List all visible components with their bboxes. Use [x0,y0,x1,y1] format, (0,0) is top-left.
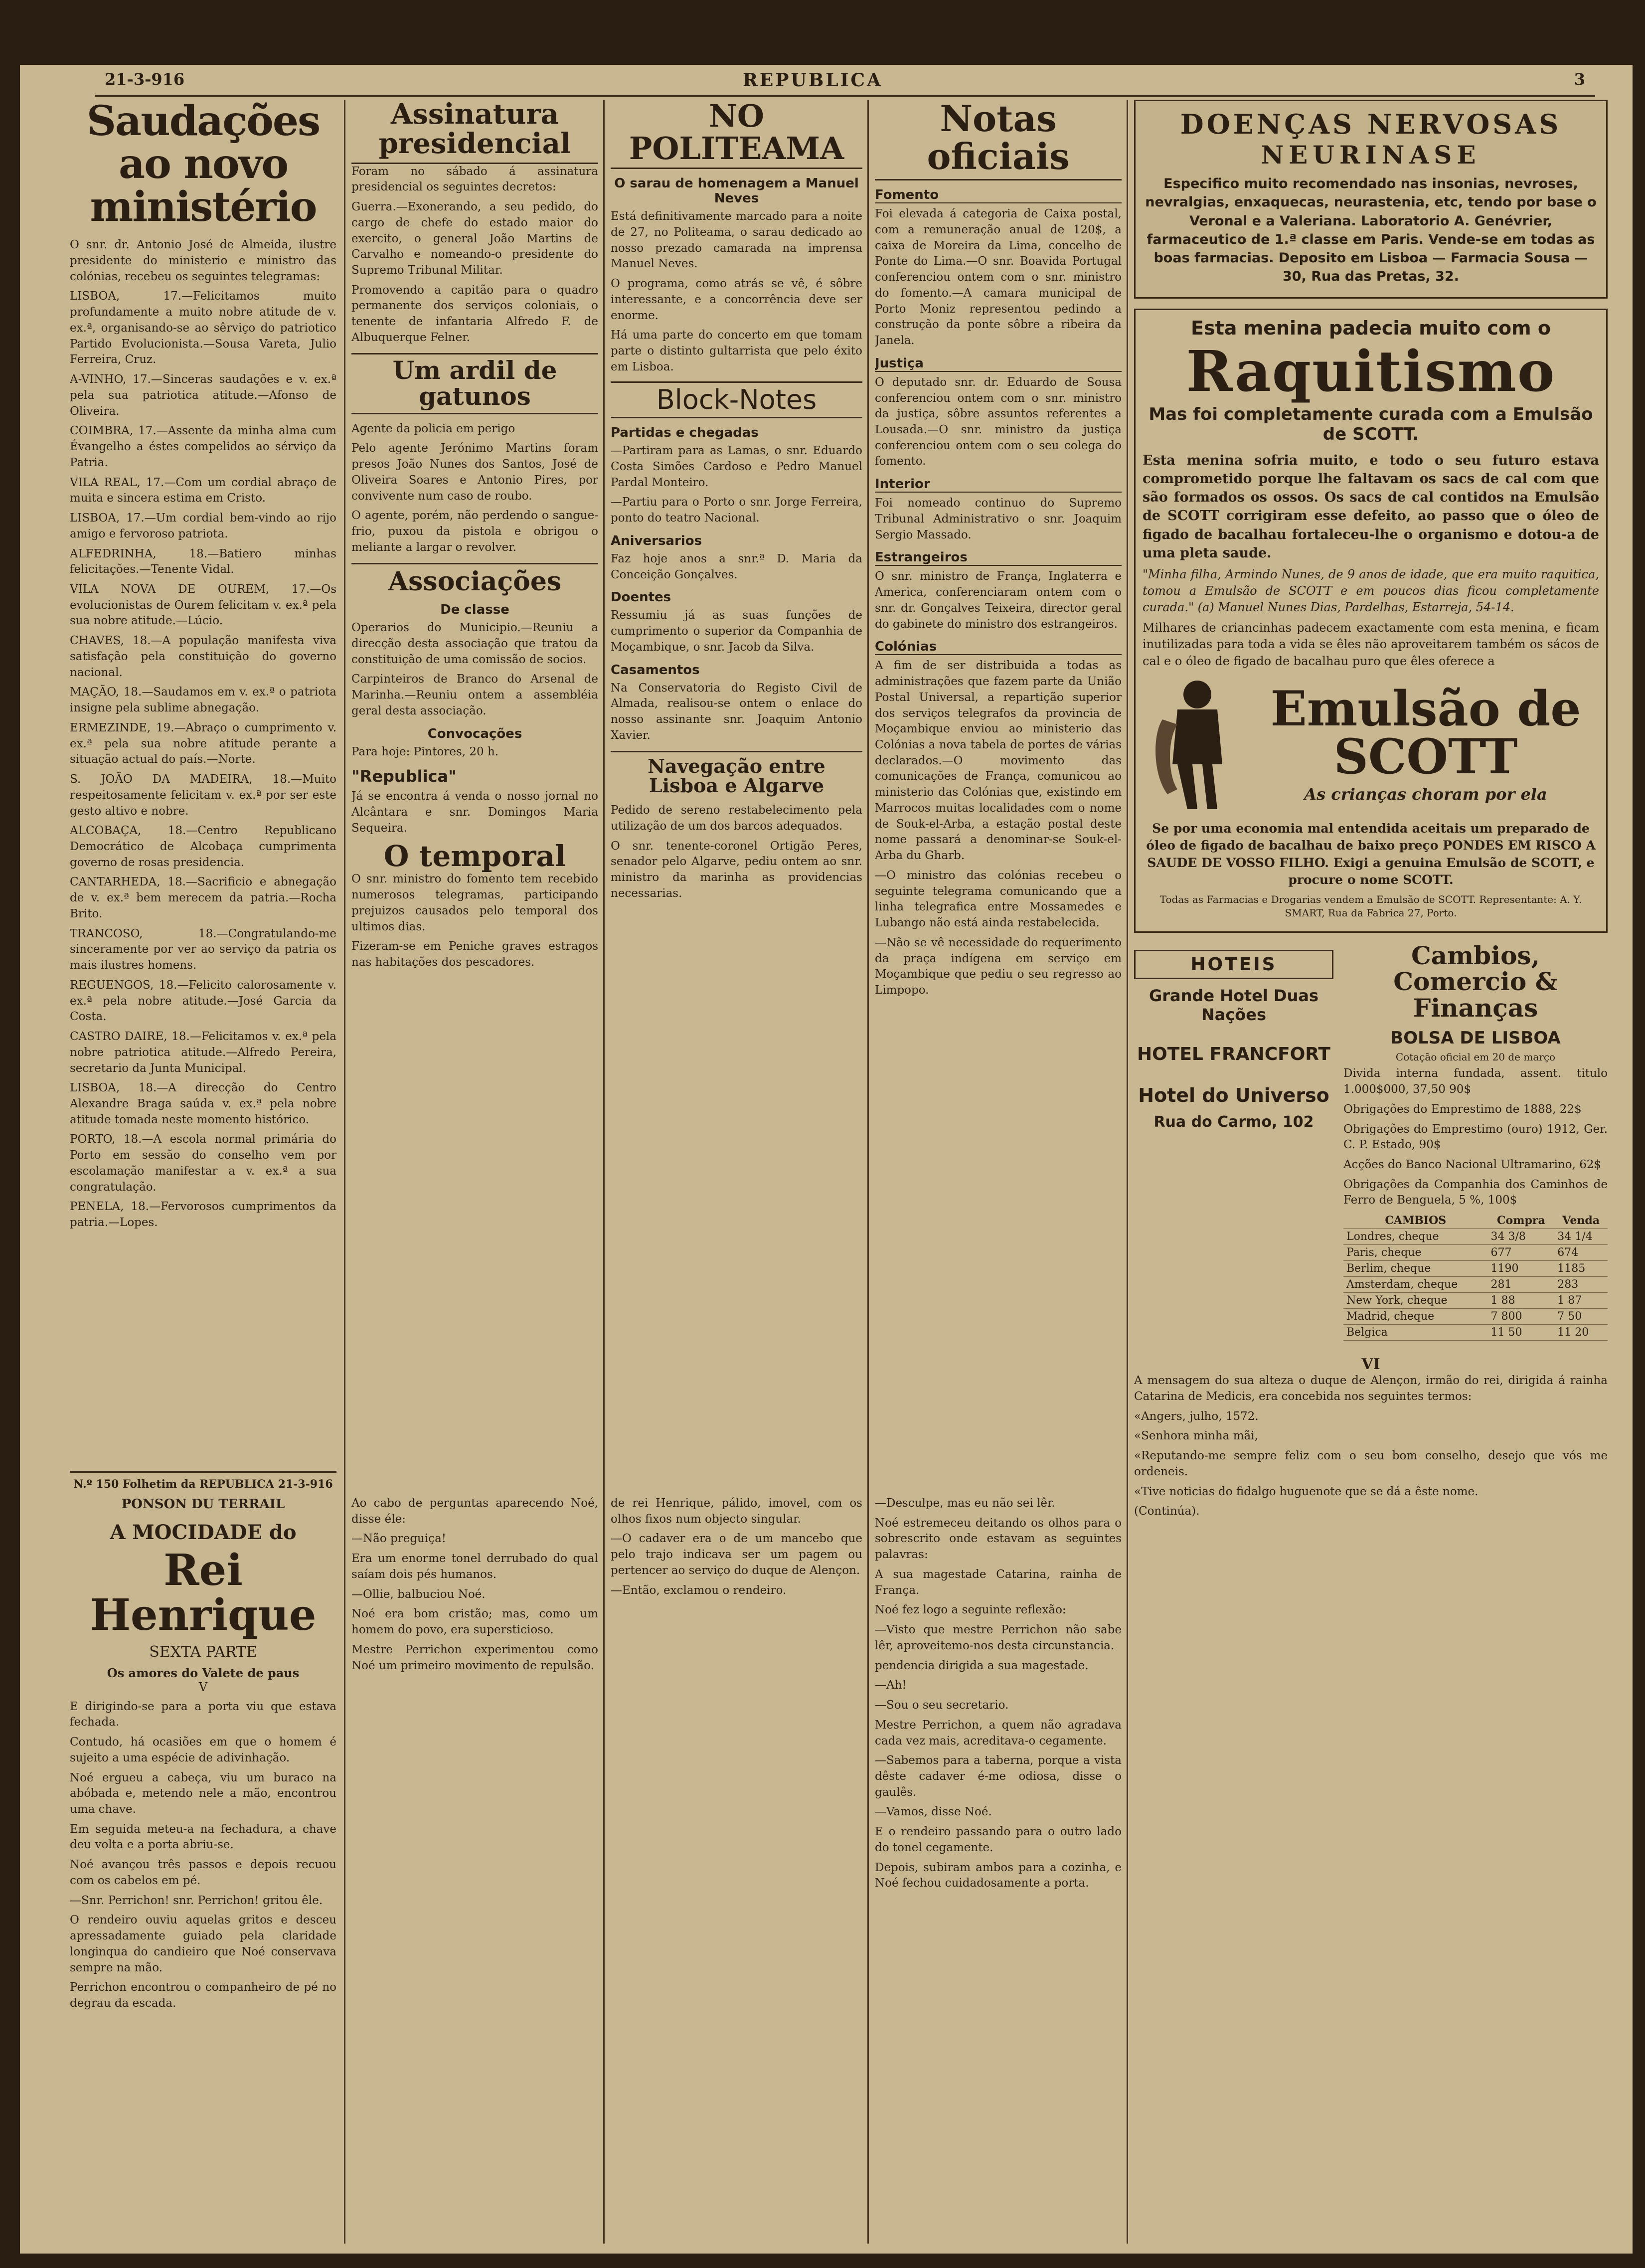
paragraph: Operarios do Municipio.—Reuniu a direcção desta associação que tratou da constituição de uma comissão de socios. [351,621,598,666]
table-cell: 7 800 [1488,1309,1555,1325]
feuilleton-title: Rei Henrique [90,1545,317,1641]
table-cell: Paris, cheque [1343,1245,1488,1261]
hotel-2: HOTEL FRANCFORT [1137,1044,1330,1064]
paragraph: Noé era bom cristão; mas, como um homem do povo, era supersticioso. [351,1607,598,1637]
column-rule [344,100,345,2244]
paragraph: LISBOA, 17.—Um cordial bem-vindo ao rijo amigo e fervoroso patriota. [70,512,336,540]
paragraph: REGUENGOS, 18.—Felicito calorosamente v. ex.ª pela nobre atitude.—José Garcia da Costa. [70,978,336,1024]
paragraph: «Senhora minha mãi, [1134,1429,1258,1443]
paragraph: —Não preguiça! [351,1532,447,1546]
paragraph: CANTARHEDA, 18.—Sacrificio e abnegação de v. ex.ª bem merecem da patria.—Rocha Brito. [70,875,336,920]
paragraph: —Então, exclamou o rendeiro. [611,1583,787,1597]
paragraph: E dirigindo-se para a porta viu que estava fechada. [70,1700,336,1729]
paragraph: CHAVES, 18.—A população manifesta viva satisfação pela constituição do governo nacional. [70,634,336,679]
block-notes-sub: Partidas e chegadas [611,425,759,441]
table-row [1343,1229,1608,1245]
scott-quote: "Minha filha, Armindo Nunes, de 9 anos de idade, que era muito raquitica, tomou a Emulsão de SCOTT e em poucos dias ficou completamente curada." (a) Manuel Nunes Dias, Pardelhas, Estarreja, 54-14. [1143,567,1599,615]
table-cell: 11 50 [1488,1325,1555,1341]
cambios-title: Cambios, Comercio & Finanças [1393,940,1558,1023]
paragraph: ALCOBAÇA, 18.—Centro Republicano Democrático de Alcobaça cumprimenta governo de rosas presidencia. [70,824,336,869]
scott-title: Raquitismo [1186,339,1556,404]
paragraph: Era um enorme tonel derrubado do qual saíam dois pés humanos. [351,1552,598,1581]
col4-body2 [875,868,1122,999]
newspaper-page [20,65,1633,2254]
table-cell: Madrid, cheque [1343,1309,1488,1325]
scott-text: Esta menina sofria muito, e todo o seu futuro estava comprometido porque lhe faltavam os sacs de cal com que são formados os ossos. Os sacs de cal contidos na Emulsão de SCOTT corrigiram esse defeito, ao passo que o óleo de figado de bacalhau fortaleceu-lhe o organismo e dotou-a de uma pleta saude. [1143,452,1599,561]
scott-kicker: Esta menina padecia muito com o [1191,317,1551,339]
paragraph: PORTO, 18.—A escola normal primária do Porto em sessão do conselho vem por escolamação manifestar a v. ex.ª a sua congratulação. [70,1133,336,1194]
scott-ad [1134,309,1608,933]
col2-title3: Associações [351,563,598,596]
emulsao-sub: As crianças choram por ela [1304,784,1547,804]
feuilleton-continued-4 [875,1496,1122,2219]
col1-body [70,289,336,1230]
column-rule [1127,100,1128,2244]
block-notes-body [611,443,862,526]
paragraph: LISBOA, 18.—A direcção do Centro Alexandre Braga saúda v. ex.ª pela nobre atitude tomada neste momento histórico. [70,1081,336,1126]
doentes-title: Doentes [611,590,671,605]
section-text: Foi elevada á categoria de Caixa postal, com a remuneração anual de 120$, a caixa de Moreira da Lima, concelho de Ponte do Lima.—O snr. Boavida Portugal conferenciou ontem com o snr. ministro do fomento.—A camara municipal de Porto Moniz representou pedindo a construção da ponte sôbre a ribeira da Janela. [875,207,1122,348]
paragraph: —Ah! [875,1679,907,1692]
paragraph: Noé avançou três passos e depois recuou com os cabelos em pé. [70,1858,336,1887]
paragraph: Promovendo a capitão para o quadro permanente dos serviços coloniais, o tenente de infantaria Alfredo F. de Albuquerque Felner. [351,283,598,344]
feuilleton-block [70,1471,336,2226]
paragraph: Agente da policia em perigo [351,422,515,435]
bolsa-lines [1343,1066,1608,1209]
cambios-body [1343,1229,1608,1341]
col3-title: NO POLITEAMA [611,100,862,169]
paragraph: —O ministro das colónias recebeu o seguinte telegrama comunicando que a linha telegrafica entre Mossamedes e Lubango não está ainda restabelecida. [875,869,1122,930]
feuilleton-continued-3 [611,1496,862,2219]
table-cell: Berlim, cheque [1343,1261,1488,1277]
cambios-header-cell: Compra [1488,1213,1555,1229]
cambios-header-row [1343,1213,1608,1229]
paragraph: VILA NOVA DE OUREM, 17.—Os evolucionistas de Ourem felicitam v. ex.ª pela sua nobre atitude.—Lúcio. [70,582,336,628]
doentes-text: Ressumiu já as suas funções de cumprimento o superior da Companhia de Moçambique, o snr. Jacob da Silva. [611,609,862,654]
paragraph: «Tive noticias do fidalgo huguenote que se dá a êste nome. [1134,1485,1479,1498]
paragraph: Em seguida meteu-a na fechadura, a chave deu volta e a porta abriu-se. [70,1822,336,1852]
navegacao-body [611,803,862,901]
col2-body2 [351,421,598,556]
paragraph: Há uma parte do concerto em que tomam parte o distinto gultarrista que pelo éxito em Lisboa. [611,329,862,373]
neurinase-ad [1134,100,1608,299]
table-cell: Amsterdam, cheque [1343,1277,1488,1293]
paragraph: (Continúa). [1134,1505,1200,1518]
paragraph: Divida interna fundada, assent. titulo 1.000$000, 37,50 90$ [1343,1067,1608,1096]
table-row [1343,1245,1608,1261]
cambios-table [1343,1213,1608,1341]
header-page-number: 3 [1574,70,1585,89]
convocacoes-title: Convocações [427,726,522,741]
table-cell: 34 1/4 [1554,1229,1608,1245]
col3-articles [611,100,862,1486]
feuilleton-text-4 [875,1496,1122,1654]
section-heading: Colónias [875,639,1122,655]
col2-articles [351,100,598,1486]
feuilleton-author: PONSON DU TERRAIL [121,1497,285,1512]
feuilleton-continued-2 [351,1496,598,2219]
hotel-1: Grande Hotel Duas Nações [1149,986,1319,1024]
paragraph: de rei Henrique, pálido, imovel, com os olhos fixos num objecto singular. [611,1497,862,1526]
emulsao-foot: Todas as Farmacias e Drogarias vendem a Emulsão de SCOTT. Representante: A. Y. SMART, Rua da Fabrica 27, Porto. [1159,893,1582,919]
paragraph: Obrigações do Emprestimo (ouro) 1912, Ger. C. P. Estado, 90$ [1343,1122,1608,1152]
feuilleton-chapter-6: VI [1361,1356,1380,1374]
col1-article [70,100,336,1446]
republica-note-title: "Republica" [351,767,457,786]
table-cell: 1185 [1554,1261,1608,1277]
emulsao-title: Emulsão de SCOTT [1270,680,1581,785]
col2-title4: O temporal [383,839,566,873]
col1-intro: O snr. dr. Antonio José de Almeida, ilustre presidente do ministerio e ministro das colónias, recebeu os seguintes telegramas: [70,238,336,283]
section-text: O snr. ministro de França, Inglaterra e America, conferenciaram ontem com o snr. dr. Gonçalves Teixeira, director geral do gabinete do ministro dos estrangeiros. [875,570,1122,631]
paragraph: Está definitivamente marcado para a noite de 27, no Politeama, o sarau dedicado ao nosso prezado camarada na imprensa Manuel Neves. [611,210,862,271]
paragraph: Pedido de sereno restabelecimento pela utilização de um dos barcos adequados. [611,804,862,833]
feuilleton-info: N.º 150 Folhetim da REPUBLICA 21-3-916 [73,1478,333,1491]
section-heading: Interior [875,477,1122,493]
section-text: Foi nomeado continuo do Supremo Tribunal Administrativo o snr. Joaquim Sergio Massado. [875,497,1122,541]
table-cell: 34 3/8 [1488,1229,1555,1245]
table-cell: 1 87 [1554,1293,1608,1309]
paragraph: Noé fez logo a seguinte reflexão: [875,1603,1066,1617]
cambios-header-cell: Venda [1554,1213,1608,1229]
col2-title2: Um ardil de gatunos [351,353,598,414]
aniversarios-title: Aniversarios [611,533,702,548]
paragraph: —Ollie, balbuciou Noé. [351,1587,486,1601]
paragraph: O rendeiro ouviu aquelas gritos e desceu apressadamente guiado pela claridade longinqua do candieiro que Noé conservava sempre na mão. [70,1914,336,1974]
feuilleton-kicker: A MOCIDADE do [110,1521,297,1544]
paragraph: MAÇÃO, 18.—Saudamos em v. ex.ª o patriota insigne pela sublime abnegação. [70,686,336,715]
feuilleton-chapter-number: V [198,1680,208,1694]
col2-body3 [351,620,598,719]
feuilleton-part: SEXTA PARTE [149,1643,257,1661]
paragraph: VILA REAL, 17.—Com um cordial abraço de muita e sincera estima em Cristo. [70,476,336,505]
table-cell: 677 [1488,1245,1555,1261]
table-cell: 7 50 [1554,1309,1608,1325]
paragraph: Ao cabo de perguntas aparecendo Noé, disse éle: [351,1497,598,1526]
paragraph: Noé ergueu a cabeça, viu um buraco na abóbada e, metendo nele a mão, encontrou uma chave. [70,1771,336,1816]
table-cell: New York, cheque [1343,1293,1488,1309]
col2-sub3: De classe [440,602,509,618]
paragraph: —Partiu para o Porto o snr. Jorge Ferreira, ponto do teatro Nacional. [611,496,862,525]
feuilleton-text-2 [351,1496,598,1674]
feuilleton-text-3 [611,1496,862,1598]
navegacao-title: Navegação entre Lisboa e Algarve [611,751,862,796]
hotel-3-address: Rua do Carmo, 102 [1153,1113,1314,1131]
paragraph: Depois, subiram ambos para a cozinha, e Noé fechou cuidadosamente a porta. [875,1861,1122,1890]
paragraph: Carpinteiros de Branco do Arsenal de Marinha.—Reuniu ontem a assembléia geral desta associação. [351,673,598,717]
casamentos-title: Casamentos [611,662,700,678]
paragraph: S. JOÃO DA MADEIRA, 18.—Muito respeitosamente felicitam v. ex.ª por ser este gesto altivo e nobre. [70,773,336,818]
emulsao-text: Se por uma economia mal entendida aceitais um preparado de óleo de figado de bacalhau de baixo preço PONDES EM RISCO A SAUDE DE VOSSO FILHO. Exigi a genuina Emulsão de SCOTT, e procure o nome SCOTT. [1146,821,1596,887]
paragraph: —Não se vê necessidade do requerimento da praça indígena em serviço em Moçambique que pediu o seu regresso ao Limpopo. [875,936,1122,997]
paragraph: O agente, porém, não perdendo o sangue-frio, puxou da pistola e obrigou o meliante a largar o revolver. [351,509,598,554]
paragraph: pendencia dirigida a sua magestade. [875,1659,1089,1672]
table-cell: 1 88 [1488,1293,1555,1309]
col4-title: Notas oficiais [875,100,1122,180]
paragraph: Noé estremeceu deitando os olhos para o sobrescrito onde estavam as seguintes palavras: [875,1516,1122,1562]
paragraph: Acções do Banco Nacional Ultramarino, 62$ [1343,1158,1602,1172]
convocacoes-text: Para hoje: Pintores, 20 h. [351,745,499,758]
scott-sub: Mas foi completamente curada com a Emulsão de SCOTT. [1149,404,1593,444]
col2-title: Assinatura presidencial [351,100,598,164]
paragraph: Fizeram-se em Peniche graves estragos nas habitações dos pescadores. [351,940,598,969]
col3-body [611,209,862,375]
paragraph: Contudo, há ocasiões em que o homem é sujeito a uma espécie de adivinhação. [70,1736,336,1764]
col5-ads [1134,100,1608,2244]
paragraph: «Reputando-me sempre feliz com o seu bom conselho, desejo que vós me ordeneis. [1134,1449,1608,1478]
casamentos-text: Na Conservatoria do Registo Civil de Almada, realisou-se ontem o enlace do nosso assinante snr. Joaquim Antonio Xavier. [611,681,862,742]
paragraph: TRANCOSO, 18.—Congratulando-me sinceramente por ver ao serviço da patria os mais ilustres homens. [70,927,336,972]
paragraph: O snr. tenente-coronel Ortigão Peres, senador pelo Algarve, pediu ontem ao snr. ministro da marinha as providencias necessarias. [611,839,862,900]
emulsao-block [1143,675,1599,814]
header-masthead: REPUBLICA [743,70,883,91]
paragraph: —Sou o seu secretario. [875,1699,1009,1712]
neurinase-title: DOENÇAS NERVOSAS [1180,108,1562,140]
table-cell: 281 [1488,1277,1555,1293]
table-row [1343,1325,1608,1341]
table-row [1343,1261,1608,1277]
paragraph: CASTRO DAIRE, 18.—Felicitamos v. ex.ª pela nobre patriotica atitude.—Alfredo Pereira, secretario da Junta Municipal. [70,1030,336,1075]
paragraph: Mestre Perrichon, a quem não agradava cada vez mais, acreditava-o cegamente. [875,1718,1122,1747]
table-cell: 283 [1554,1277,1608,1293]
header-date: 21-3-916 [105,70,185,89]
section-heading: Fomento [875,187,1122,203]
paragraph: O programa, como atrás se vê, é sôbre interessante, e a concorrência deve ser enorme. [611,277,862,322]
paragraph: Mestre Perrichon experimentou como Noé um primeiro movimento de repulsão. [351,1643,598,1672]
hotel-3: Hotel do Universo [1138,1084,1329,1106]
paragraph: Obrigações do Emprestimo de 1888, 22$ [1343,1102,1582,1116]
paragraph: O snr. ministro do fomento tem recebido numerosos telegramas, participando prejuizos causados pelo temporal dos ultimos dias. [351,872,598,933]
paragraph: Obrigações da Companhia dos Caminhos de Ferro de Benguela, 5 %, 100$ [1343,1178,1608,1207]
paragraph: A mensagem do sua alteza o duque de Alençon, irmão do rei, dirigida á rainha Catarina de Medicis, era concebida nos seguintes termos: [1134,1374,1608,1403]
block-notes-title: Block-Notes [611,381,862,419]
feuilleton-continued-6 [1134,1356,1608,1520]
paragraph: Foram no sábado á assinatura presidencial os seguintes decretos: [351,165,598,194]
col2-body4 [351,872,598,970]
feuilleton-text-5 [875,1658,1122,1892]
col2-body [351,164,598,346]
neurinase-sub: NEURINASE [1261,140,1481,170]
paragraph: —Desculpe, mas eu não sei lêr. [875,1497,1055,1510]
col3-kicker: O sarau de homenagem a Manuel Neves [614,176,859,206]
paragraph: ERMEZINDE, 19.—Abraço o cumprimento v. ex.ª pela sua nobre atitude perante a situação actual do país.—Norte. [70,721,336,766]
scott-more: Milhares de criancinhas padecem exactamente com esta menina, e ficam inutilizadas para toda a vida se êles não aproveitarem também os sácos de cal e o óleo de figado de bacalhau puro que êles oferece a [1143,621,1599,668]
bolsa-title: BOLSA DE LISBOA [1390,1028,1561,1048]
section-heading: Estrangeiros [875,550,1122,566]
section-text: A fim de ser distribuida a todas as administrações que fazem parte da União Postal Universal, a repartição superior dos serviços telegrafos da provincia de Moçambique enviou ao ministerio das Colónias a nova tabela de portes de várias declarados.—O movimento das comunicações de França, comunicou ao ministerio das Colónias que, existindo em Marrocos muitas localidades com o nome de Souk-el-Arba, a estação postal deste nome passará a denominar-se Souk-el-Arba du Gharb. [875,659,1122,863]
paragraph: —Visto que mestre Perrichon não sabe lêr, aproveitemo-nos desta circunstancia. [875,1623,1122,1652]
col4-body [875,187,1122,864]
page-header [95,65,1595,97]
paragraph: —O cadaver era o de um mancebo que pelo trajo indicava ser um pagem ou pertencer ao serviço do duque de Alençon. [611,1532,862,1577]
column-rule [603,100,605,2244]
col4-articles [875,100,1122,1466]
table-row [1343,1293,1608,1309]
paragraph: PENELA, 18.—Fervorosos cumprimentos da patria.—Lopes. [70,1200,336,1229]
paragraph: Pelo agente Jerónimo Martins foram presos João Nunes dos Santos, José de Oliveira Soares e Antonio Pires, por convivente num caso de roubo. [351,442,598,503]
table-cell: Belgica [1343,1325,1488,1341]
paragraph: LISBOA, 17.—Felicitamos muito profundamente a muito nobre atitude de v. ex.ª, organisando-se ao sêrviço do patriotico Partido Evolucionista.—Sousa Vareta, Julio Ferreira, Cruz. [70,290,336,366]
republica-note-text: Já se encontra á venda o nosso jornal no Alcântara e snr. Domingos Maria Sequeira. [351,790,598,835]
cambios-column [1343,940,1608,1341]
neurinase-text: Especifico muito recomendado nas insonias, nevroses, nevralgias, enxaquecas, neurastenia, etc, tendo por base o Veronal e a Valeriana. Laboratorio A. Genévrier, farmaceutico de 1.ª classe em Paris. Vende-se em todas as boas farmacias. Deposito em Lisboa — Farmacia Sousa — 30, Rua das Pretas, 32. [1145,176,1597,285]
paragraph: COIMBRA, 17.—Assente da minha alma cum Évangelho a éstes compelidos ao sérviço da Patria. [70,424,336,469]
cambios-header-cell: CAMBIOS [1343,1213,1488,1229]
paragraph: —Snr. Perrichon! snr. Perrichon! gritou êle. [70,1894,323,1907]
section-text: O deputado snr. dr. Eduardo de Sousa conferenciou ontem com o snr. ministro da justiça, sôbre assuntos referentes a Lousada.—O snr. ministro da justiça conferenciou ontem com o seu colega do fomento. [875,375,1122,468]
paragraph: ALFEDRINHA, 18.—Batiero minhas felicitações.—Tenente Vidal. [70,547,336,576]
table-cell: 674 [1554,1245,1608,1261]
paragraph: E o rendeiro passando para o outro lado do tonel cegamente. [875,1825,1122,1854]
table-row [1343,1277,1608,1293]
cotacao: Cotação oficial em 20 de março [1395,1051,1556,1063]
paragraph: —Sabemos para a taberna, porque a vista dêste cadaver é-me odiosa, disse o gaulês. [875,1754,1122,1799]
hotels-title: HOTEIS [1134,950,1333,979]
fisherman-cod-icon [1143,675,1242,814]
paragraph: A-VINHO, 17.—Sinceras saudações e v. ex.ª pela sua patriotica atitude.—Afonso de Oliveira. [70,373,336,418]
table-cell: 1190 [1488,1261,1555,1277]
aniversarios-text: Faz hoje anos a snr.ª D. Maria da Conceição Gonçalves. [611,552,862,581]
feuilleton-body [70,1699,336,2012]
table-cell: 11 20 [1554,1325,1608,1341]
paragraph: —Partiram para as Lamas, o snr. Eduardo Costa Simões Cardoso e Pedro Manuel Pardal Monteiro. [611,444,862,489]
table-cell: Londres, cheque [1343,1229,1488,1245]
col1-title: Saudações ao novo ministério [86,100,320,231]
paragraph: Guerra.—Exonerando, a seu pedido, do cargo de chefe do estado maior do exercito, o general João Martins de Carvalho e nomeando-o presidente do Supremo Tribunal Militar. [351,200,598,277]
finance-section [1134,940,1608,1341]
feuilleton-text-6 [1134,1373,1608,1520]
paragraph: Perrichon encontrou o companheiro de pé no degrau da escada. [70,1981,336,2010]
paragraph: A sua magestade Catarina, rainha de França. [875,1568,1122,1597]
column-rule [867,100,869,2244]
hotels-column [1134,943,1333,1341]
table-row [1343,1309,1608,1325]
feuilleton-chapter: Os amores do Valete de paus [107,1665,300,1680]
paragraph: «Angers, julho, 1572. [1134,1409,1259,1423]
section-heading: Justiça [875,356,1122,372]
paragraph: —Vamos, disse Noé. [875,1805,992,1819]
